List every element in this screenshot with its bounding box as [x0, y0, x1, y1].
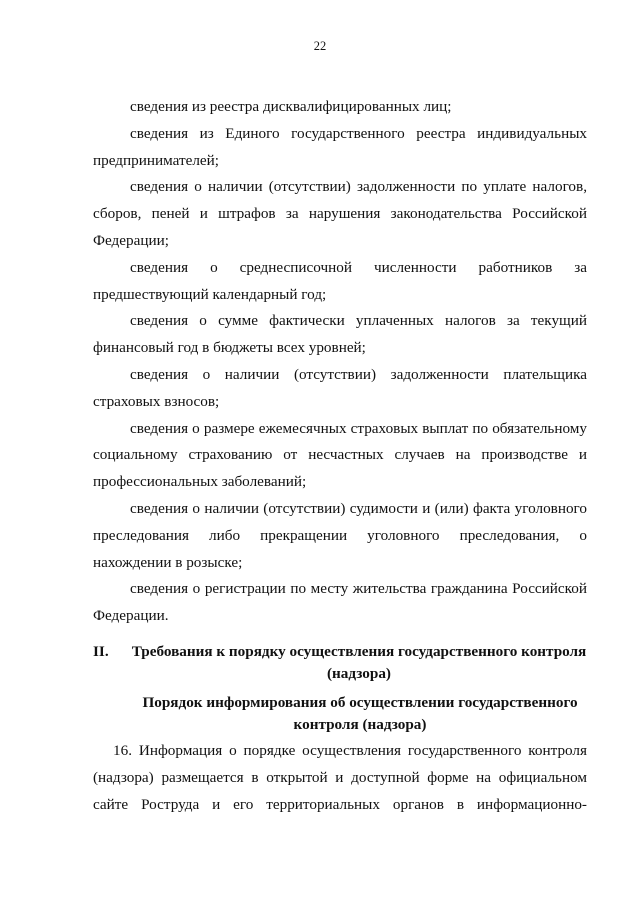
- list-item: сведения из Единого государственного реестра индивидуальных предпринимателей;: [93, 124, 587, 169]
- list-item: сведения о размере ежемесячных страховых выплат по обязательному социальному страхованию от несчастных случаев на производстве и профессиональных заболеваний;: [93, 419, 587, 491]
- subsection-title: Порядок информирования об осуществлении государственного контроля (надзора): [142, 694, 578, 733]
- list-item: сведения о наличии (отсутствии) задолженности плательщика страховых взносов;: [93, 365, 587, 410]
- page-number: 22: [313, 39, 327, 53]
- section-title: Требования к порядку осуществления государственного контроля (надзора): [131, 643, 587, 682]
- section-number: II.: [93, 643, 109, 660]
- list-item: сведения из реестра дисквалифицированных лиц;: [130, 98, 452, 115]
- list-item: сведения о регистрации по месту жительства гражданина Российской Федерации.: [93, 580, 587, 625]
- list-item: сведения о наличии (отсутствии) судимости и (или) факта уголовного преследования либо прекращении уголовного преследования, о нахождении в розыске;: [93, 499, 587, 571]
- list-item: сведения о наличии (отсутствии) задолженности по уплате налогов, сборов, пеней и штрафов за нарушения законодательства Российской Федерации;: [93, 178, 587, 249]
- list-item: сведения о сумме фактически уплаченных налогов за текущий финансовый год в бюджеты всех уровней;: [93, 312, 587, 357]
- section-heading: [93, 641, 587, 685]
- list-item: сведения о среднесписочной численности работников за предшествующий календарный год;: [93, 258, 587, 303]
- clause-text: 16. Информация о порядке осуществления государственного контроля (надзора) размещается в открытой и доступной форме на официальном сайте Роструда и его территориальных органов в информационно-: [93, 742, 587, 813]
- clause-16: [93, 738, 587, 818]
- requisites-list: [93, 94, 587, 630]
